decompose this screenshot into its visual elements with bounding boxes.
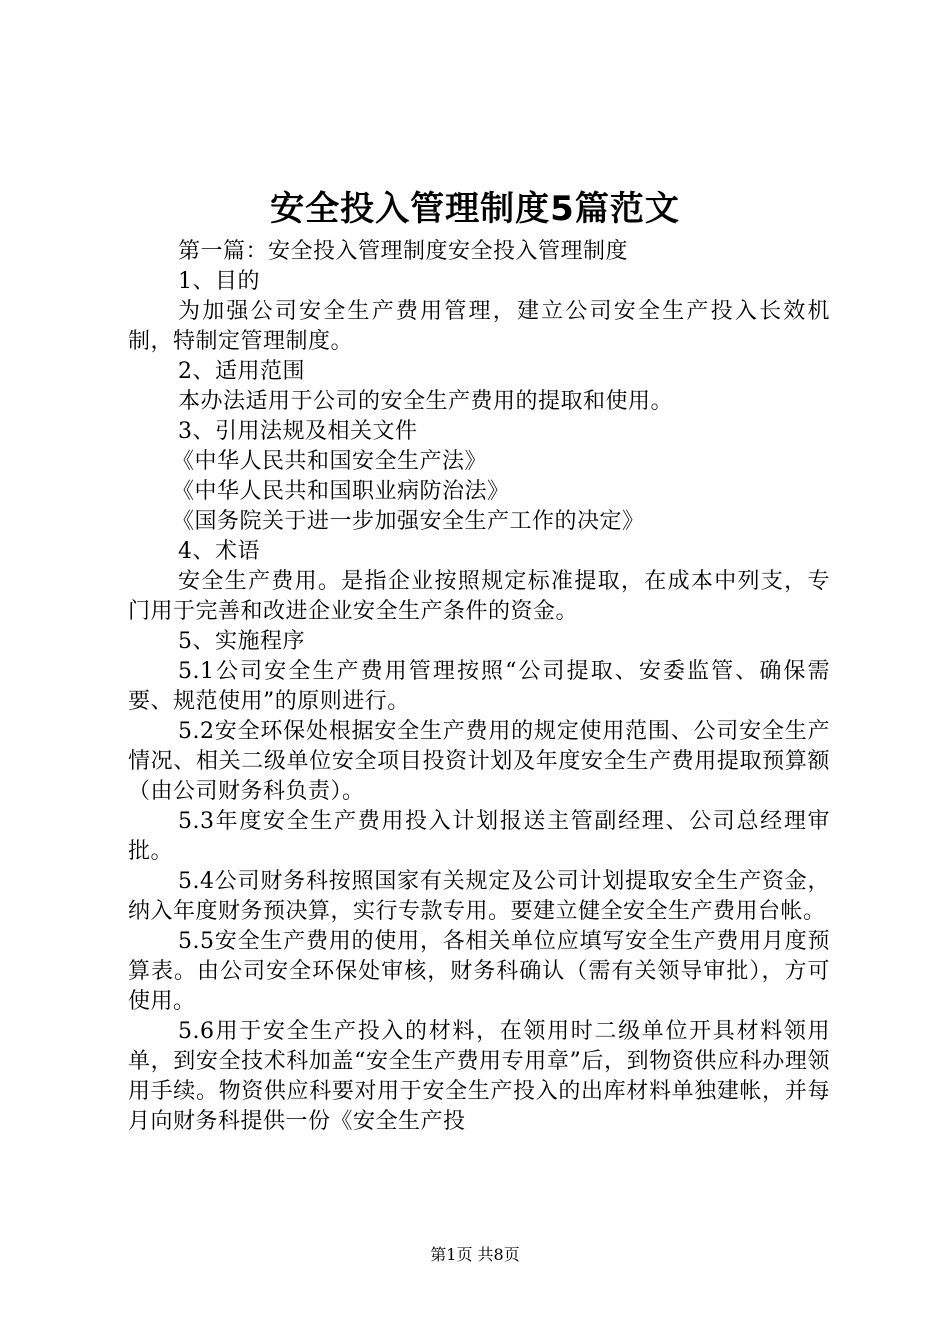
body-paragraph: 安全生产费用。是指企业按照规定标准提取，在成本中列支，专门用于完善和改进企业安全生产条件的资金。 bbox=[128, 569, 830, 624]
section-heading: 5、实施程序 bbox=[178, 629, 305, 654]
reference-item: 《中华人民共和国安全生产法》 bbox=[172, 449, 488, 474]
page-indicator: 第1页 共8页 bbox=[430, 1245, 520, 1264]
body-paragraph: 5.4公司财务科按照国家有关规定及公司计划提取安全生产资金，纳入年度财务预决算，实行专款专用。要建立健全安全生产费用台帐。 bbox=[128, 869, 830, 924]
body-paragraph: 5.6用于安全生产投入的材料，在领用时二级单位开具材料领用单，到安全技术科加盖“安全生产费用专用章”后，到物资供应科办理领用手续。物资供应科要对用于安全生产投入的出库材料单独建帐，并每月向财务科提供一份《安全生产投 bbox=[128, 1019, 830, 1134]
reference-item: 《中华人民共和国职业病防治法》 bbox=[172, 479, 510, 504]
section-heading: 4、术语 bbox=[178, 539, 260, 564]
body-paragraph: 5.1公司安全生产费用管理按照“公司提取、安委监管、确保需要、规范使用”的原则进行。 bbox=[128, 659, 830, 714]
document-title: 安全投入管理制度5篇范文 bbox=[270, 189, 680, 229]
section-heading: 3、引用法规及相关文件 bbox=[178, 419, 418, 444]
body-paragraph: 5.2安全环保处根据安全生产费用的规定使用范围、公司安全生产情况、相关二级单位安全项目投资计划及年度安全生产费用提取预算额（由公司财务科负责）。 bbox=[128, 719, 830, 804]
section-heading: 第一篇：安全投入管理制度安全投入管理制度 bbox=[178, 239, 629, 264]
reference-item: 《国务院关于进一步加强安全生产工作的决定》 bbox=[172, 509, 645, 534]
body-paragraph: 5.3年度安全生产费用投入计划报送主管副经理、公司总经理审批。 bbox=[128, 809, 830, 864]
body-paragraph: 为加强公司安全生产费用管理，建立公司安全生产投入长效机制，特制定管理制度。 bbox=[128, 299, 830, 354]
section-heading: 2、适用范围 bbox=[178, 359, 305, 384]
body-paragraph: 本办法适用于公司的安全生产费用的提取和使用。 bbox=[178, 389, 674, 414]
body-paragraph: 5.5安全生产费用的使用，各相关单位应填写安全生产费用月度预算表。由公司安全环保处审核，财务科确认（需有关领导审批），方可使用。 bbox=[128, 929, 830, 1014]
section-heading: 1、目的 bbox=[178, 269, 260, 294]
document-body bbox=[128, 237, 830, 1137]
